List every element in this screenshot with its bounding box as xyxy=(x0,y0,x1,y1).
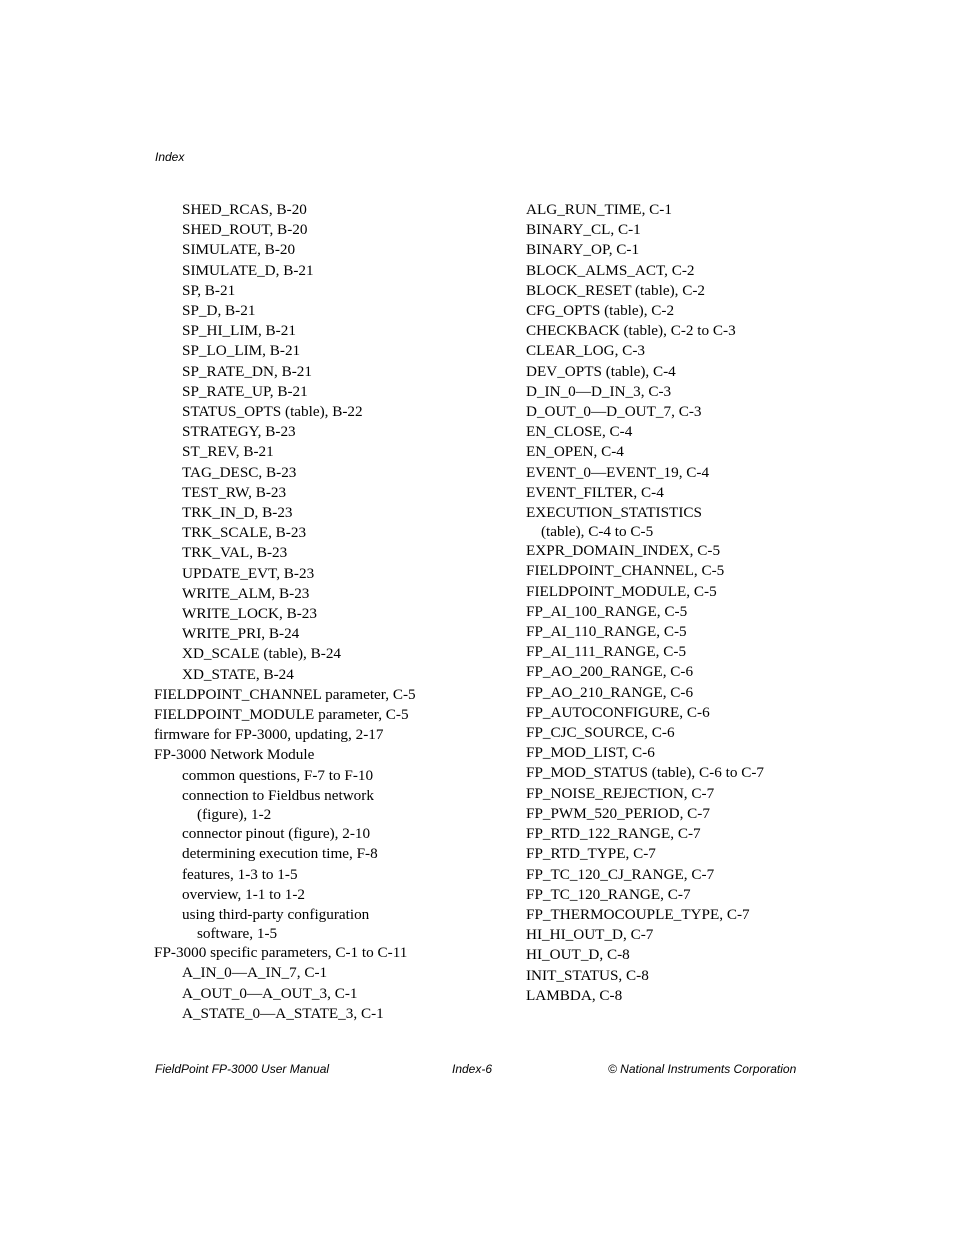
index-entry xyxy=(526,220,826,240)
index-entry-text: XD_SCALE (table), B-24 xyxy=(182,645,342,663)
index-entry-continuation: software, 1-5 xyxy=(197,925,278,943)
index-entry xyxy=(526,824,826,844)
index-entry-text: FP_RTD_122_RANGE, C-7 xyxy=(526,825,701,843)
index-entry xyxy=(526,281,826,301)
index-entry-text: CFG_OPTS (table), C-2 xyxy=(526,302,675,320)
index-subentry xyxy=(154,503,484,523)
index-entry xyxy=(526,442,826,462)
index-subentry xyxy=(154,200,484,220)
index-entry-text: FP_AO_210_RANGE, C-6 xyxy=(526,683,694,701)
index-entry-text: TRK_SCALE, B-23 xyxy=(182,524,307,542)
index-entry-text: FP_AI_110_RANGE, C-5 xyxy=(526,623,687,641)
index-entry-text: EN_CLOSE, C-4 xyxy=(526,423,633,441)
index-column-left xyxy=(154,200,484,1024)
index-entry xyxy=(526,865,826,885)
index-entry-text: FP_RTD_TYPE, C-7 xyxy=(526,845,656,863)
index-entry-text: HI_HI_OUT_D, C-7 xyxy=(526,926,654,944)
index-subentry xyxy=(154,301,484,321)
index-subentry xyxy=(154,824,484,844)
index-entry-text: SP_RATE_UP, B-21 xyxy=(182,382,308,400)
index-entry-text: SIMULATE, B-20 xyxy=(182,241,296,259)
index-entry xyxy=(526,301,826,321)
index-subentry xyxy=(154,844,484,864)
index-entry-text: determining execution time, F-8 xyxy=(182,845,378,863)
index-entry-text: LAMBDA, C-8 xyxy=(526,986,623,1004)
index-entry-text: INIT_STATUS, C-8 xyxy=(526,966,649,984)
index-entry-text: FP_AI_100_RANGE, C-5 xyxy=(526,602,688,620)
index-entry-text: FP_THERMOCOUPLE_TYPE, C-7 xyxy=(526,905,750,923)
index-entry-text: EN_OPEN, C-4 xyxy=(526,443,624,461)
index-subentry xyxy=(154,644,484,664)
index-entry-text: ALG_RUN_TIME, C-1 xyxy=(526,201,672,218)
index-entry-text: connector pinout (figure), 2-10 xyxy=(182,825,371,843)
index-entry-text: SP, B-21 xyxy=(182,281,236,299)
index-entry xyxy=(526,602,826,622)
index-entry xyxy=(526,703,826,723)
index-entry xyxy=(526,723,826,743)
index-entry-text: SHED_RCAS, B-20 xyxy=(182,201,307,218)
index-entry-text: TRK_VAL, B-23 xyxy=(182,544,288,562)
index-entry-text: SHED_ROUT, B-20 xyxy=(182,221,308,239)
index-subentry xyxy=(154,766,484,786)
footer-manual-title: FieldPoint FP-3000 User Manual xyxy=(155,1062,330,1076)
index-subentry xyxy=(154,865,484,885)
index-entry xyxy=(526,240,826,260)
index-entry xyxy=(526,683,826,703)
index-subentry xyxy=(154,543,484,563)
index-entry xyxy=(526,463,826,483)
index-entry-text: EVENT_FILTER, C-4 xyxy=(526,483,664,501)
index-subentry xyxy=(154,362,484,382)
index-entry-text: EVENT_0—EVENT_19, C-4 xyxy=(526,463,710,481)
index-entry-text: FP_NOISE_REJECTION, C-7 xyxy=(526,784,715,802)
index-entry-text: FP_PWM_520_PERIOD, C-7 xyxy=(526,804,710,822)
index-subentry xyxy=(154,281,484,301)
index-entry xyxy=(526,925,826,945)
index-entry xyxy=(526,905,826,925)
index-entry-text: FP_TC_120_RANGE, C-7 xyxy=(526,885,691,903)
index-entry-text: FIELDPOINT_CHANNEL parameter, C-5 xyxy=(154,685,416,703)
index-entry-text: HI_OUT_D, C-8 xyxy=(526,946,630,964)
index-subentry xyxy=(154,624,484,644)
index-entry-text: SP_D, B-21 xyxy=(182,302,256,320)
index-entry-text: BLOCK_RESET (table), C-2 xyxy=(526,281,706,299)
index-subentry xyxy=(154,963,484,983)
index-entry-text: FP-3000 specific parameters, C-1 to C-11 xyxy=(154,944,408,962)
index-entry-text: A_STATE_0—A_STATE_3, C-1 xyxy=(182,1004,384,1022)
index-entry xyxy=(526,743,826,763)
index-entry xyxy=(526,945,826,965)
index-entry-text: EXPR_DOMAIN_INDEX, C-5 xyxy=(526,542,721,560)
index-entry xyxy=(526,402,826,422)
index-entry-text: CLEAR_LOG, C-3 xyxy=(526,342,645,360)
index-column-right xyxy=(526,200,826,1006)
index-entry-text: BINARY_OP, C-1 xyxy=(526,241,640,259)
index-entry xyxy=(526,885,826,905)
index-entry xyxy=(526,261,826,281)
index-entry-text: ST_REV, B-21 xyxy=(182,443,274,461)
index-entry xyxy=(526,362,826,382)
index-entry-text: WRITE_PRI, B-24 xyxy=(182,625,300,643)
index-entry-text: connection to Fieldbus network xyxy=(182,786,374,804)
index-entry-text: UPDATE_EVT, B-23 xyxy=(182,564,315,582)
index-entry xyxy=(526,382,826,402)
index-entry xyxy=(526,561,826,581)
index-subentry xyxy=(154,665,484,685)
index-entry-text: TRK_IN_D, B-23 xyxy=(182,504,293,522)
index-entry-text: CHECKBACK (table), C-2 to C-3 xyxy=(526,322,736,340)
index-entry-text: XD_STATE, B-24 xyxy=(182,665,294,683)
index-entry-text: WRITE_LOCK, B-23 xyxy=(182,605,317,623)
index-entry-text: FIELDPOINT_CHANNEL, C-5 xyxy=(526,562,725,580)
index-entry-text: BLOCK_ALMS_ACT, C-2 xyxy=(526,261,695,279)
index-entry-continuation: (table), C-4 to C-5 xyxy=(541,523,654,541)
index-entry-text: STRATEGY, B-23 xyxy=(182,423,296,441)
index-subentry xyxy=(154,984,484,1004)
index-entry-text: features, 1-3 to 1-5 xyxy=(182,865,298,883)
index-subentry xyxy=(154,483,484,503)
index-subentry xyxy=(154,240,484,260)
footer-page-number: Index-6 xyxy=(452,1062,493,1076)
index-entry xyxy=(526,844,826,864)
index-entry-text: FP_AUTOCONFIGURE, C-6 xyxy=(526,703,710,721)
index-entry-text: DEV_OPTS (table), C-4 xyxy=(526,362,676,380)
index-entry-text: FP_AI_111_RANGE, C-5 xyxy=(526,643,687,661)
index-subentry xyxy=(154,786,484,824)
index-entry xyxy=(526,541,826,561)
index-subentry xyxy=(154,523,484,543)
index-subentry xyxy=(154,463,484,483)
index-subentry xyxy=(154,261,484,281)
index-entry-text: SIMULATE_D, B-21 xyxy=(182,261,314,279)
index-subentry xyxy=(154,422,484,442)
index-entry-text: STATUS_OPTS (table), B-22 xyxy=(182,403,363,421)
index-subentry xyxy=(154,604,484,624)
index-entry-text: using third-party configuration xyxy=(182,905,370,923)
index-entry xyxy=(526,422,826,442)
running-head: Index xyxy=(155,150,185,164)
index-entry-text: SP_HI_LIM, B-21 xyxy=(182,322,296,340)
index-entry-text: D_OUT_0—D_OUT_7, C-3 xyxy=(526,403,702,421)
index-entry-text: FP_TC_120_CJ_RANGE, C-7 xyxy=(526,865,715,883)
index-entry-text: overview, 1-1 to 1-2 xyxy=(182,885,306,903)
index-entry-text: firmware for FP-3000, updating, 2-17 xyxy=(154,726,384,744)
index-entry xyxy=(154,745,484,765)
index-subentry xyxy=(154,382,484,402)
index-entry xyxy=(526,200,826,220)
index-entry xyxy=(526,662,826,682)
index-entry-text: FP_MOD_LIST, C-6 xyxy=(526,744,655,762)
index-entry-text: FP_MOD_STATUS (table), C-6 to C-7 xyxy=(526,764,764,782)
index-entry xyxy=(526,321,826,341)
footer-copyright: © National Instruments Corporation xyxy=(608,1062,797,1076)
index-entry xyxy=(154,725,484,745)
index-entry-text: WRITE_ALM, B-23 xyxy=(182,584,310,602)
index-entry-text: FP-3000 Network Module xyxy=(154,746,315,764)
index-subentry xyxy=(154,442,484,462)
index-subentry xyxy=(154,1004,484,1024)
index-entry-text: A_OUT_0—A_OUT_3, C-1 xyxy=(182,984,358,1002)
index-entry xyxy=(154,685,484,705)
index-entry xyxy=(526,784,826,804)
index-entry xyxy=(526,622,826,642)
index-entry-text: FP_AO_200_RANGE, C-6 xyxy=(526,663,694,681)
index-entry xyxy=(154,705,484,725)
index-entry-text: common questions, F-7 to F-10 xyxy=(182,766,374,784)
index-subentry xyxy=(154,341,484,361)
index-entry xyxy=(526,503,826,541)
index-entry xyxy=(526,341,826,361)
index-subentry xyxy=(154,885,484,905)
index-entry-text: SP_RATE_DN, B-21 xyxy=(182,362,312,380)
index-entry xyxy=(526,763,826,783)
index-entry-text: FP_CJC_SOURCE, C-6 xyxy=(526,724,675,742)
index-entry xyxy=(154,943,484,963)
index-subentry xyxy=(154,905,484,943)
index-entry-text: TEST_RW, B-23 xyxy=(182,483,287,501)
index-subentry xyxy=(154,220,484,240)
index-entry xyxy=(526,582,826,602)
index-entry xyxy=(526,642,826,662)
index-entry-text: EXECUTION_STATISTICS xyxy=(526,504,702,522)
index-subentry xyxy=(154,584,484,604)
index-entry-text: D_IN_0—D_IN_3, C-3 xyxy=(526,382,672,400)
index-entry-text: FIELDPOINT_MODULE, C-5 xyxy=(526,582,717,600)
index-subentry xyxy=(154,564,484,584)
index-entry xyxy=(526,986,826,1006)
index-entry-continuation: (figure), 1-2 xyxy=(197,806,272,824)
index-entry xyxy=(526,804,826,824)
index-entry-text: BINARY_CL, C-1 xyxy=(526,221,641,239)
index-entry-text: SP_LO_LIM, B-21 xyxy=(182,342,301,360)
index-subentry xyxy=(154,402,484,422)
index-subentry xyxy=(154,321,484,341)
index-entry xyxy=(526,966,826,986)
index-entry-text: TAG_DESC, B-23 xyxy=(182,463,297,481)
index-entry-text: A_IN_0—A_IN_7, C-1 xyxy=(182,964,328,982)
index-entry xyxy=(526,483,826,503)
index-entry-text: FIELDPOINT_MODULE parameter, C-5 xyxy=(154,706,409,724)
